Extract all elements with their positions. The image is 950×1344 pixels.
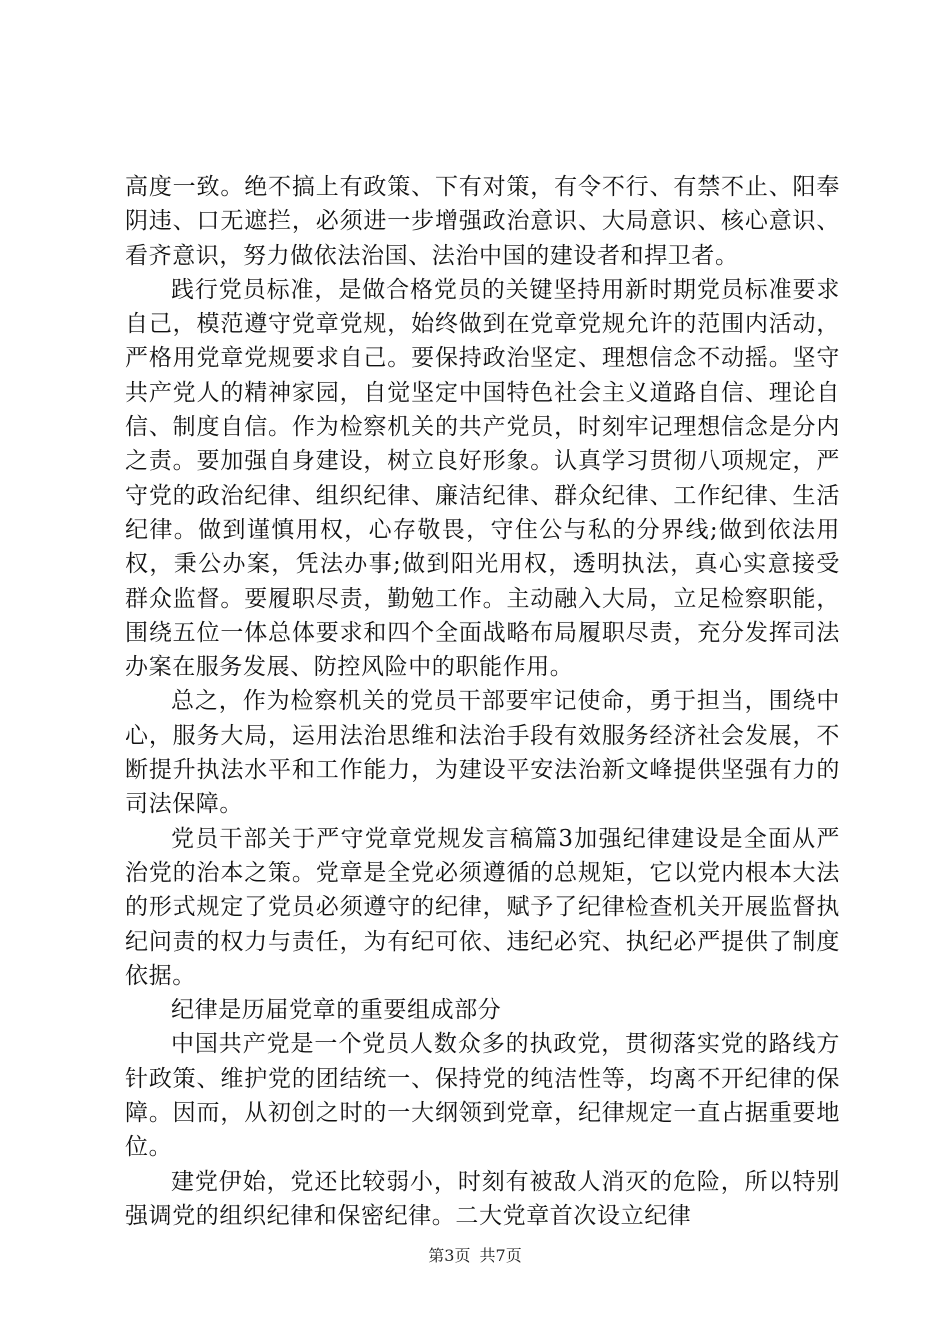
page-footer	[0, 1243, 950, 1266]
page-total: 共7页	[479, 1246, 522, 1265]
paragraph-5: 中国共产党是一个党员人数众多的执政党，贯彻落实党的路线方针政策、维护党的团结统一、保持党的纯洁性等，均离不开纪律的保障。因而，从初创之时的一大纲领到党章，纪律规定一直占据重要地位。	[125, 1031, 840, 1161]
document-body	[125, 170, 840, 1233]
page-number: 第3页	[428, 1246, 471, 1265]
paragraph-1: 高度一致。绝不搞上有政策、下有对策，有令不行、有禁不止、阳奉阴违、口无遮拦，必须进一步增强政治意识、大局意识、核心意识、看齐意识，努力做依法治国、法治中国的建设者和捍卫者。	[125, 174, 840, 269]
paragraph-6: 建党伊始，党还比较弱小，时刻有被敌人消灭的危险，所以特别强调党的组织纪律和保密纪律。二大党章首次设立纪律	[125, 1168, 840, 1229]
paragraph-4: 党员干部关于严守党章党规发言稿篇3加强纪律建设是全面从严治党的治本之策。党章是全党必须遵循的总规矩，它以党内根本大法的形式规定了党员必须遵守的纪律，赋予了纪律检查机关开展监督执纪问责的权力与责任，为有纪可依、违纪必究、执纪必严提供了制度依据。	[125, 825, 840, 989]
paragraph-3: 总之，作为检察机关的党员干部要牢记使命，勇于担当，围绕中心，服务大局，运用法治思维和法治手段有效服务经济社会发展，不断提升执法水平和工作能力，为建设平安法治新文峰提供坚强有力的司法保障。	[125, 688, 840, 818]
section-heading: 纪律是历届党章的重要组成部分	[171, 997, 502, 1024]
paragraph-2: 践行党员标准，是做合格党员的关键坚持用新时期党员标准要求自己，模范遵守党章党规，始终做到在党章党规允许的范围内活动，严格用党章党规要求自己。要保持政治坚定、理想信念不动摇。坚守共产党人的精神家园，自觉坚定中国特色社会主义道路自信、理论自信、制度自信。作为检察机关的共产党员，时刻牢记理想信念是分内之责。要加强自身建设，树立良好形象。认真学习贯彻八项规定，严守党的政治纪律、组织纪律、廉洁纪律、群众纪律、工作纪律、生活纪律。做到谨慎用权，心存敬畏，守住公与私的分界线;做到依法用权，秉公办案，凭法办事;做到阳光用权，透明执法，真心实意接受群众监督。要履职尽责，勤勉工作。主动融入大局，立足检察职能，围绕五位一体总体要求和四个全面战略布局履职尽责，充分发挥司法办案在服务发展、防控风险中的职能作用。	[125, 276, 840, 681]
